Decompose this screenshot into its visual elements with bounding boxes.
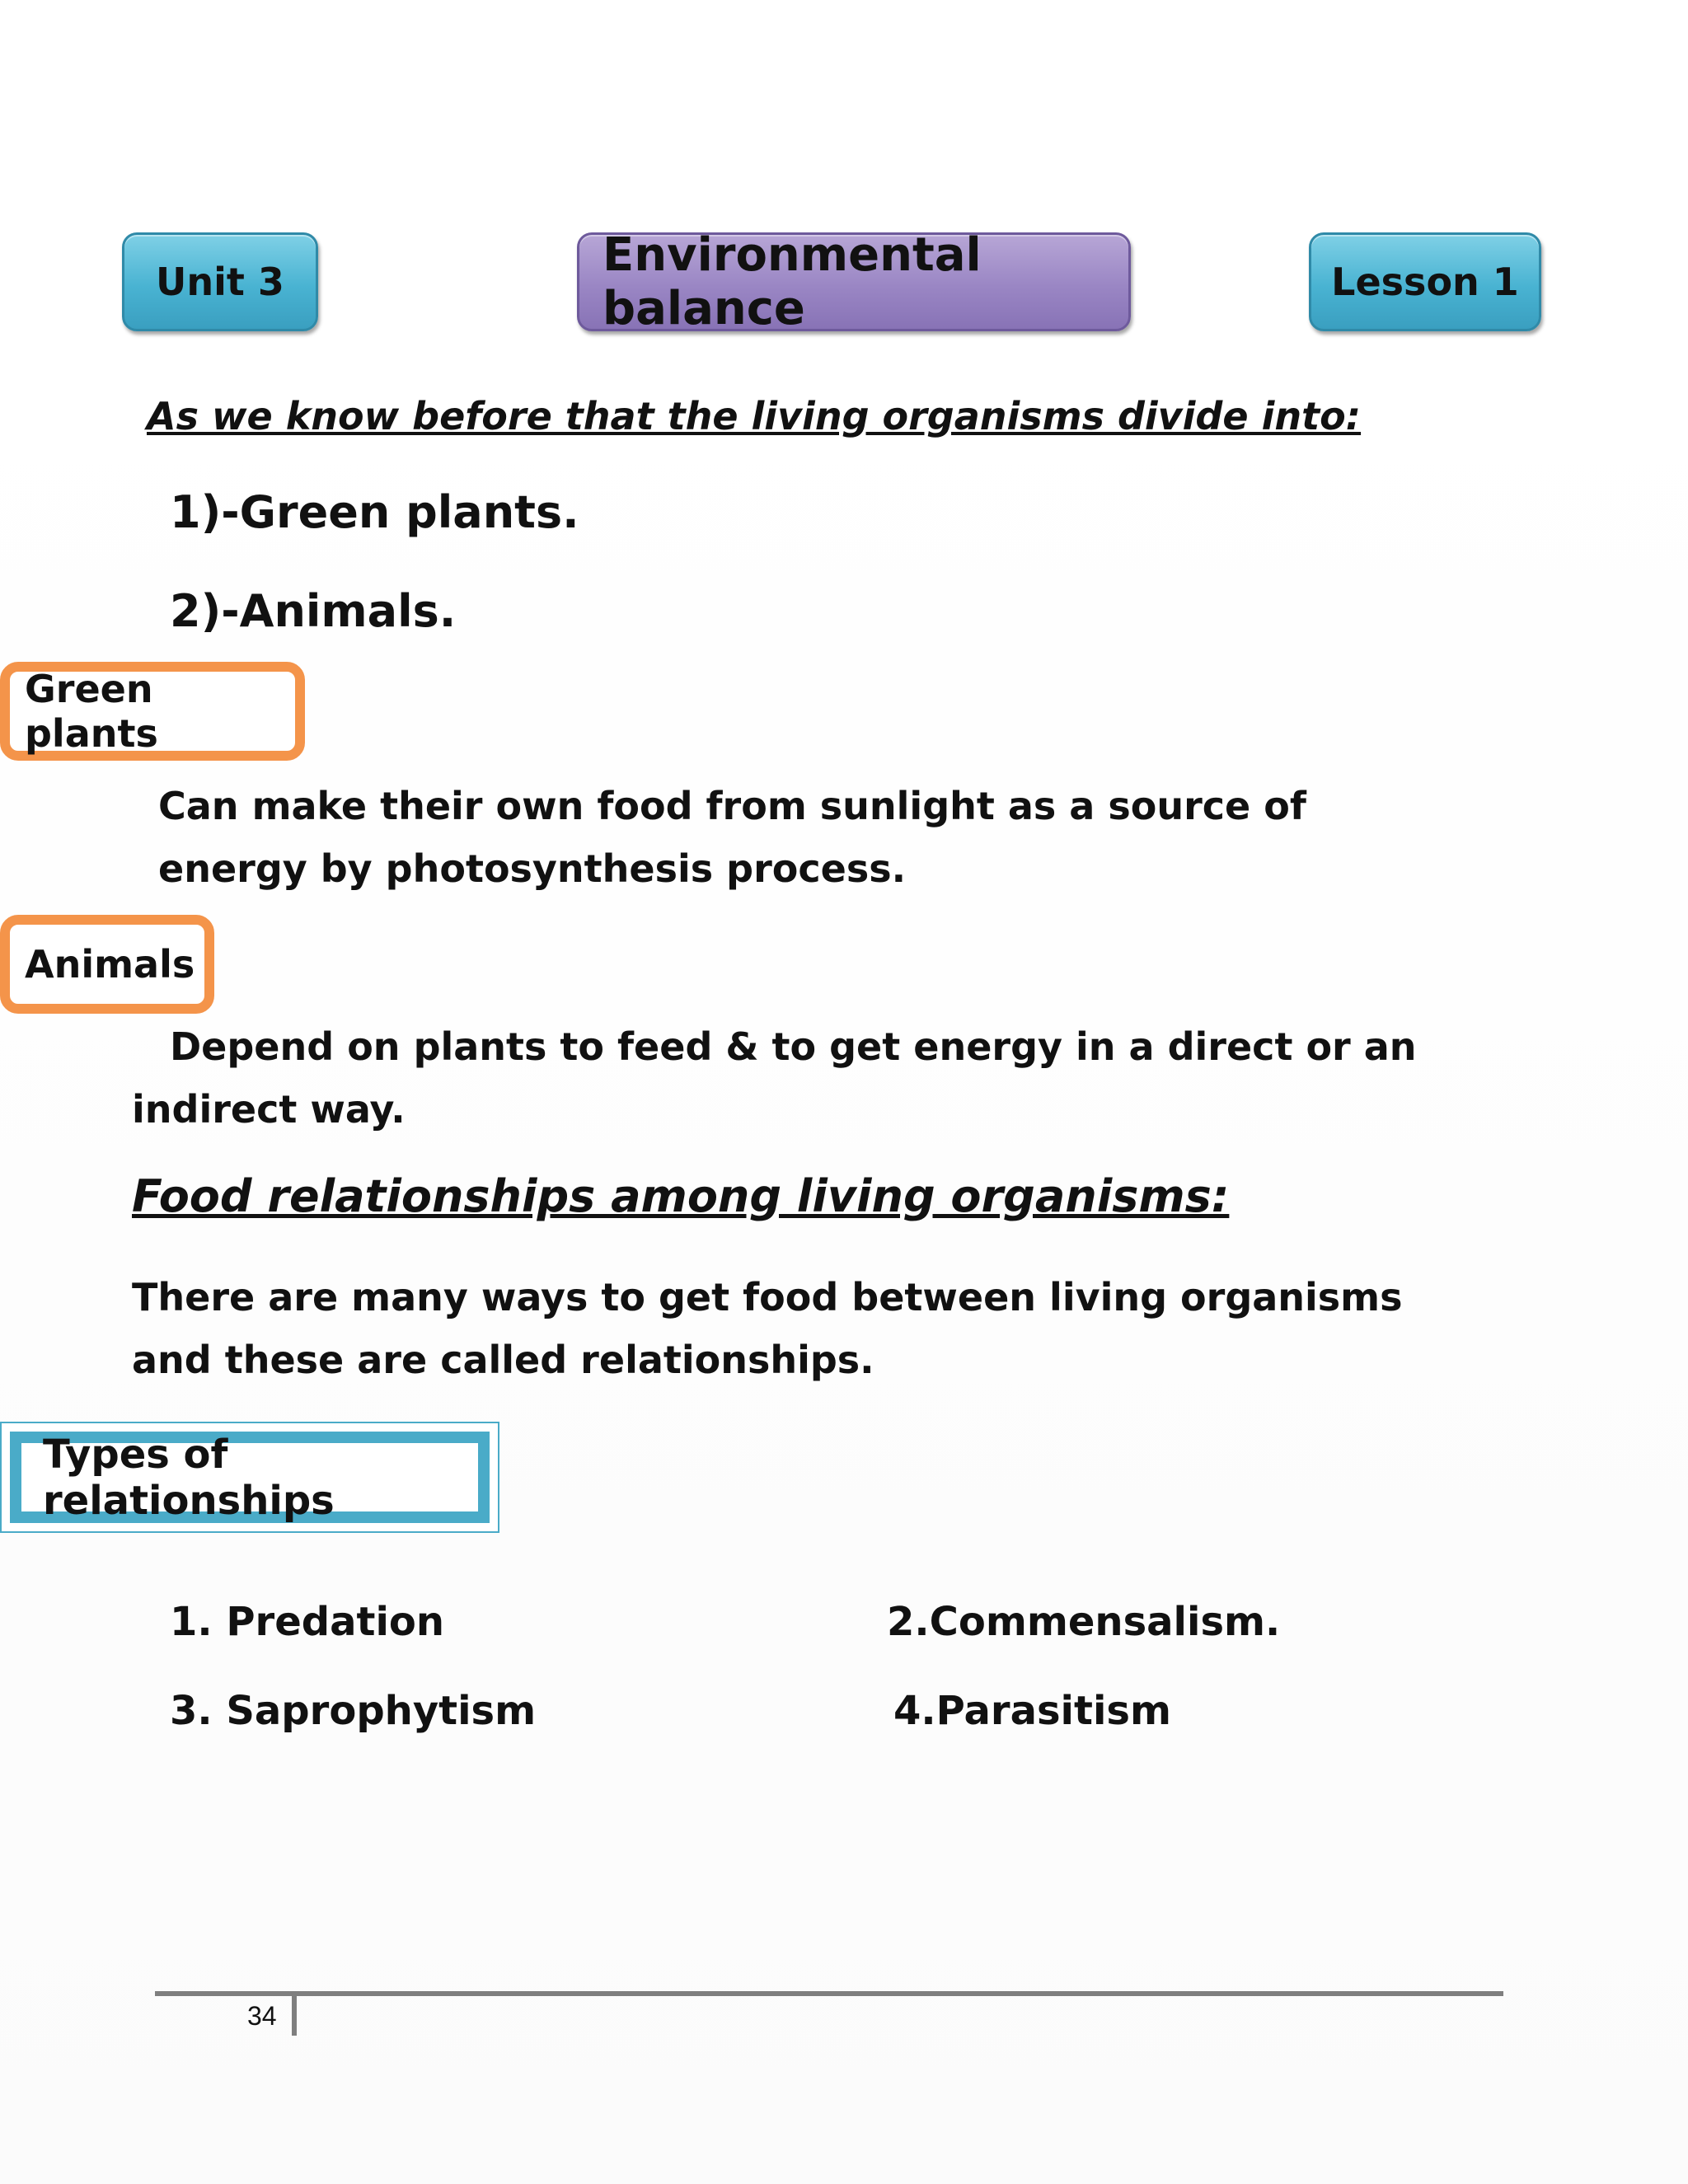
title-banner [577, 228, 1131, 335]
green-plants-label-box [0, 662, 305, 761]
food-relationships-description: There are many ways to get food between living organisms and these are called relationships. [132, 1275, 1403, 1382]
animals-label: Animals [25, 942, 195, 987]
animals-description: Depend on plants to feed & to get energy in a direct or an indirect way. [132, 1024, 1417, 1132]
intro-text: As we know before that the living organisms divide into: [147, 394, 1362, 438]
page-number: 34 [247, 2001, 277, 2031]
footer-rule [155, 1991, 1503, 1996]
relationship-type-item: 3. Saprophytism [170, 1688, 537, 1734]
unit-label: Unit 3 [156, 260, 284, 304]
intro-list-item: 1)-Green plants. [170, 486, 579, 538]
footer-divider [292, 1994, 297, 2036]
unit-badge [122, 232, 318, 331]
relationship-type-item: 1. Predation [170, 1599, 445, 1645]
page-title: Environmental balance [603, 228, 982, 335]
green-plants-label: Green plants [25, 667, 158, 756]
lesson-badge [1309, 232, 1541, 331]
types-label-frame [10, 1432, 490, 1523]
types-label: Types of relationships [43, 1431, 335, 1524]
green-plants-description: Can make their own food from sunlight as a source of energy by photosynthesis process. [158, 784, 1306, 891]
relationship-type-item: 4.Parasitism [893, 1688, 1171, 1734]
intro-list-item: 2)-Animals. [170, 585, 457, 637]
animals-label-box [0, 915, 214, 1014]
types-label-box [0, 1422, 499, 1533]
food-relationships-heading: Food relationships among living organisms: [132, 1170, 1230, 1222]
relationship-type-item: 2.Commensalism. [887, 1599, 1281, 1645]
lesson-label: Lesson 1 [1331, 260, 1519, 304]
